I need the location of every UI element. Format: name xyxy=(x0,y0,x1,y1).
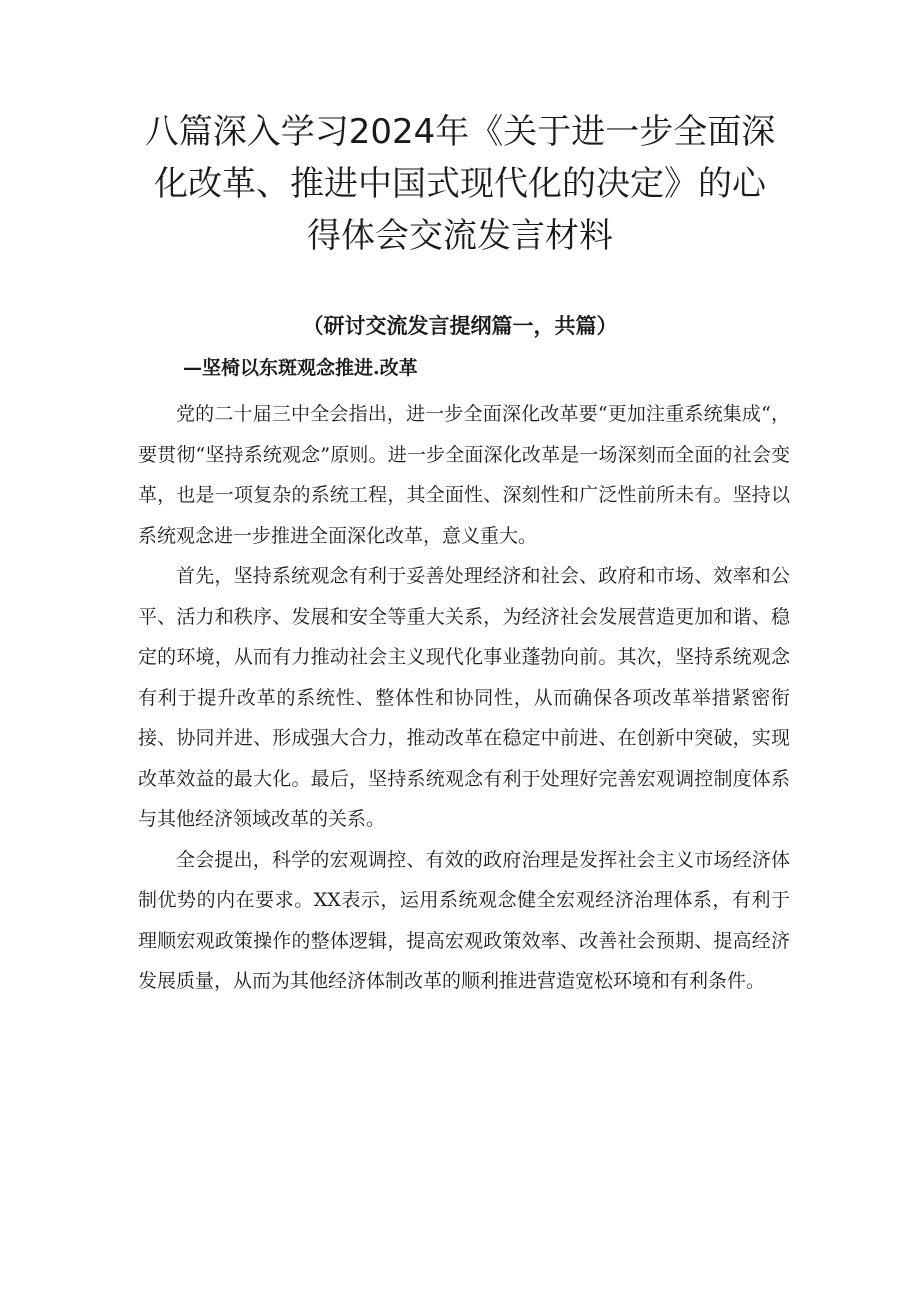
document-title xyxy=(140,106,780,262)
paragraph-2: 首先，坚持系统观念有利于妥善处理经济和社会、政府和市场、效率和公平、活力和秩序、发展和安全等重大关系，为经济社会发展营造更加和谐、稳定的环境，从而有力推动社会主义现代化事业蓬勃向前。其次，坚持系统观念有利于提升改革的系统性、整体性和协同性，从而确保各项改革举措紧密衔接、协同并进、形成强大合力，推动改革在稳定中前进、在创新中突破，实现改革效益的最大化。最后，坚持系统观念有利于处理好完善宏观调控制度体系与其他经济领域改革的关系。 xyxy=(138,565,790,830)
paragraph-1: 党的二十届三中全会指出，进一步全面深化改革要“更加注重系统集成“，要贯彻“坚持系统观念”原则。进一步全面深化改革是一场深刻而全面的社会变革，也是一项复杂的系统工程，其全面性、深刻性和广泛性前所未有。坚持以系统观念进一步推进全面深化改革，意义重大。 xyxy=(138,403,790,547)
document-subtitle: （研讨交流发言提纲篇一，共篇） xyxy=(302,314,618,338)
paragraph-3: 全会提出，科学的宏观调控、有效的政府治理是发挥社会主义市场经济体制优势的内在要求。XX表示，运用系统观念健全宏观经济治理体系，有利于理顺宏观政策操作的整体逻辑，提高宏观政策效率、改善社会预期、提高经济发展质量，从而为其他经济体制改革的顺利推进营造宽松环境和有利条件。 xyxy=(138,848,790,992)
title-line-3: 得体会交流发言材料 xyxy=(307,216,613,256)
title-line-2: 化改革、推进中国式现代化的决定》的心 xyxy=(154,164,766,204)
document-body xyxy=(138,394,790,1002)
title-line-1: 八篇深入学习2024年《关于进一步全面深 xyxy=(144,112,776,152)
section-heading: —坚椅以东斑观念推进.改革 xyxy=(183,357,418,379)
